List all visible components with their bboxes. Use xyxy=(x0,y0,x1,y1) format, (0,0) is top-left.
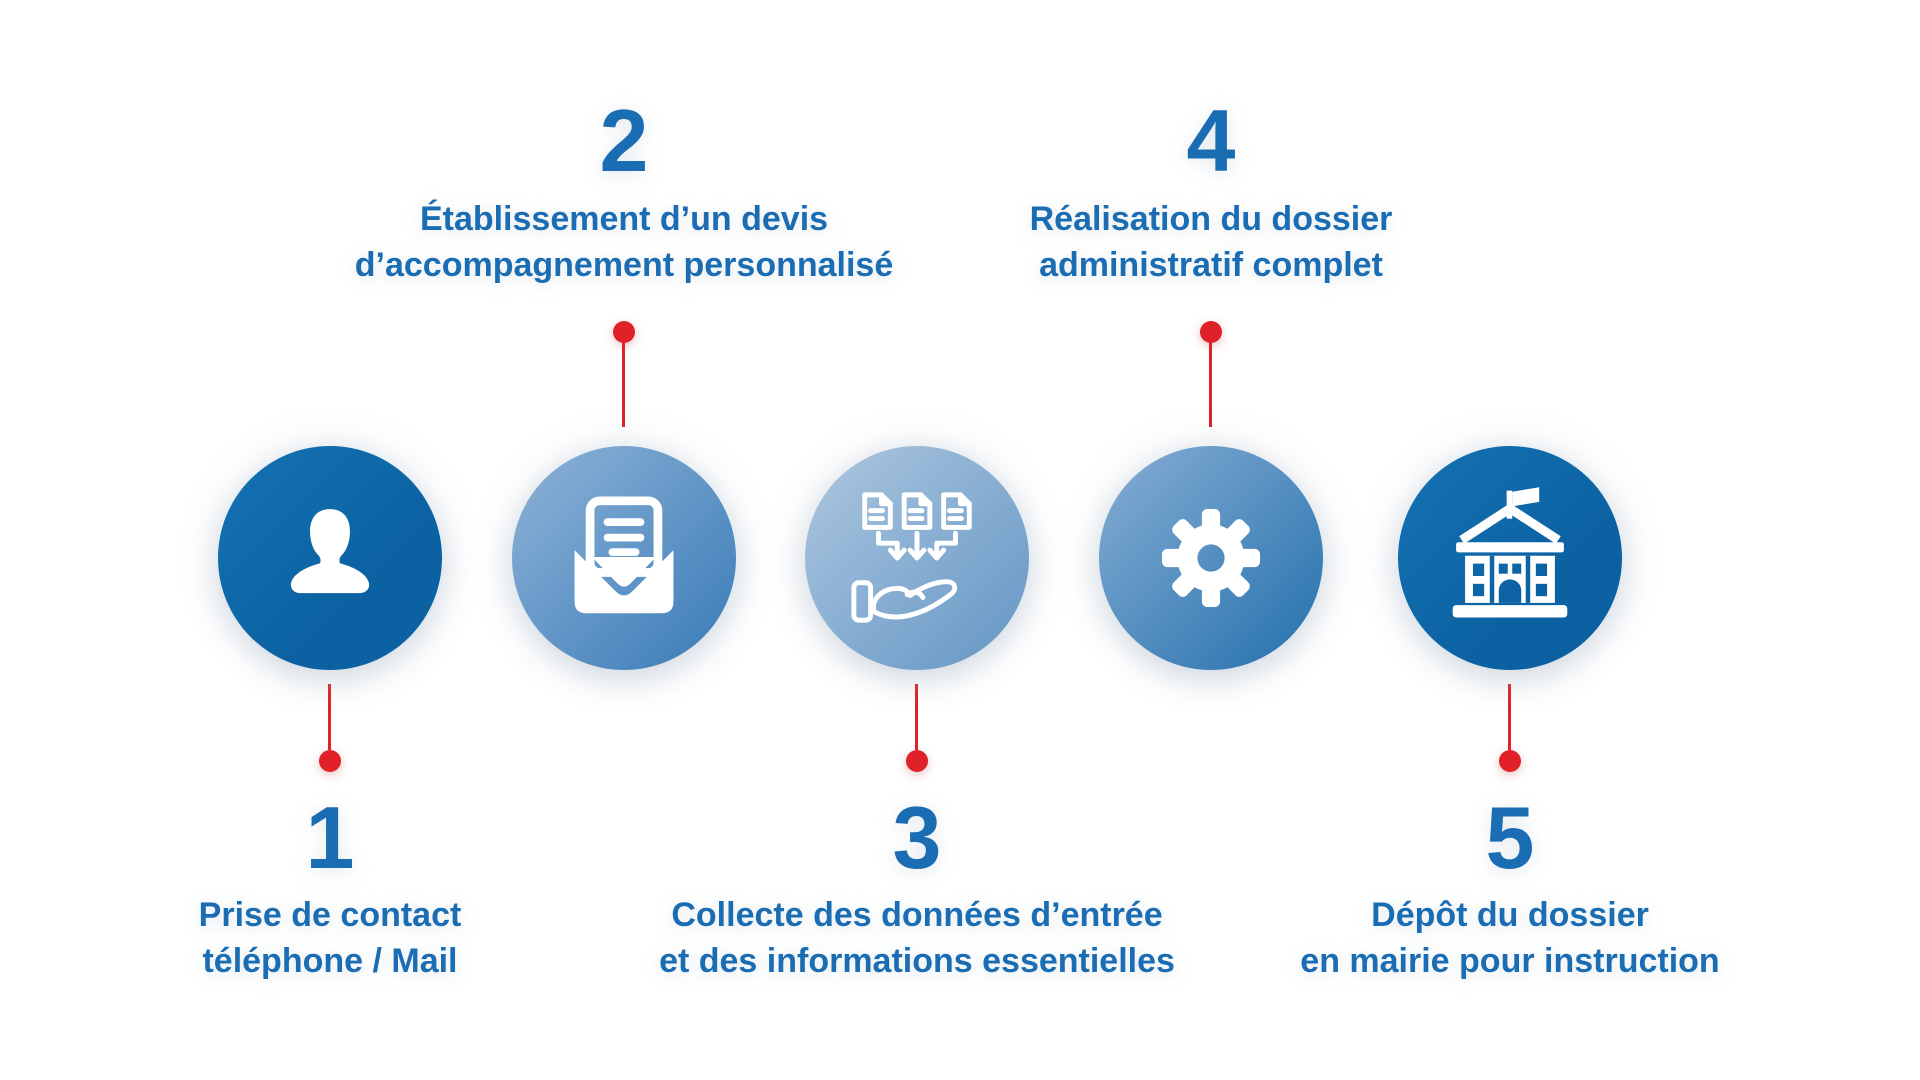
step-2-circle xyxy=(512,446,736,670)
step-1-number: 1 xyxy=(305,788,355,887)
step-5-connector-dot xyxy=(1499,750,1521,772)
step-2-label-line-1: Établissement d’un devis xyxy=(419,200,829,238)
step-1-label xyxy=(0,892,670,984)
documents-into-hand-icon xyxy=(843,484,991,632)
step-5-circle xyxy=(1398,446,1622,670)
step-3-label-line-2: et des informations essentielles xyxy=(659,942,1175,980)
gear-icon xyxy=(1152,499,1270,617)
step-5-number: 5 xyxy=(1485,788,1535,887)
town-hall-icon xyxy=(1437,485,1583,631)
step-5-label xyxy=(1170,892,1850,984)
step-3-circle xyxy=(805,446,1029,670)
step-4-circle xyxy=(1099,446,1323,670)
step-5-label-line-2: en mairie pour instruction xyxy=(1300,942,1720,980)
step-4-connector-line xyxy=(1209,342,1212,427)
step-2-number: 2 xyxy=(599,91,649,190)
step-2-connector-dot xyxy=(613,321,635,343)
step-3-number: 3 xyxy=(892,788,942,887)
open-envelope-icon xyxy=(561,495,687,621)
person-icon xyxy=(288,506,372,611)
step-4-connector-dot xyxy=(1200,321,1222,343)
step-4-number: 4 xyxy=(1186,91,1236,190)
step-4-label xyxy=(871,196,1551,288)
step-2-connector-line xyxy=(622,342,625,427)
step-1-label-line-2: téléphone / Mail xyxy=(202,942,458,980)
step-1-circle xyxy=(218,446,442,670)
step-3-label-line-1: Collecte des données d’entrée xyxy=(671,896,1163,934)
step-3-connector-line xyxy=(915,684,918,750)
step-1-connector-dot xyxy=(319,750,341,772)
step-2-label xyxy=(284,196,964,288)
step-1-connector-line xyxy=(328,684,331,750)
step-4-label-line-1: Réalisation du dossier xyxy=(1029,200,1393,238)
step-4-label-line-2: administratif complet xyxy=(1039,246,1383,284)
step-5-label-line-1: Dépôt du dossier xyxy=(1371,896,1649,934)
step-2-label-line-2: d’accompagnement personnalisé xyxy=(354,246,894,284)
step-5-connector-line xyxy=(1508,684,1511,750)
step-3-connector-dot xyxy=(906,750,928,772)
step-3-label xyxy=(577,892,1257,984)
step-1-label-line-1: Prise de contact xyxy=(198,896,462,934)
